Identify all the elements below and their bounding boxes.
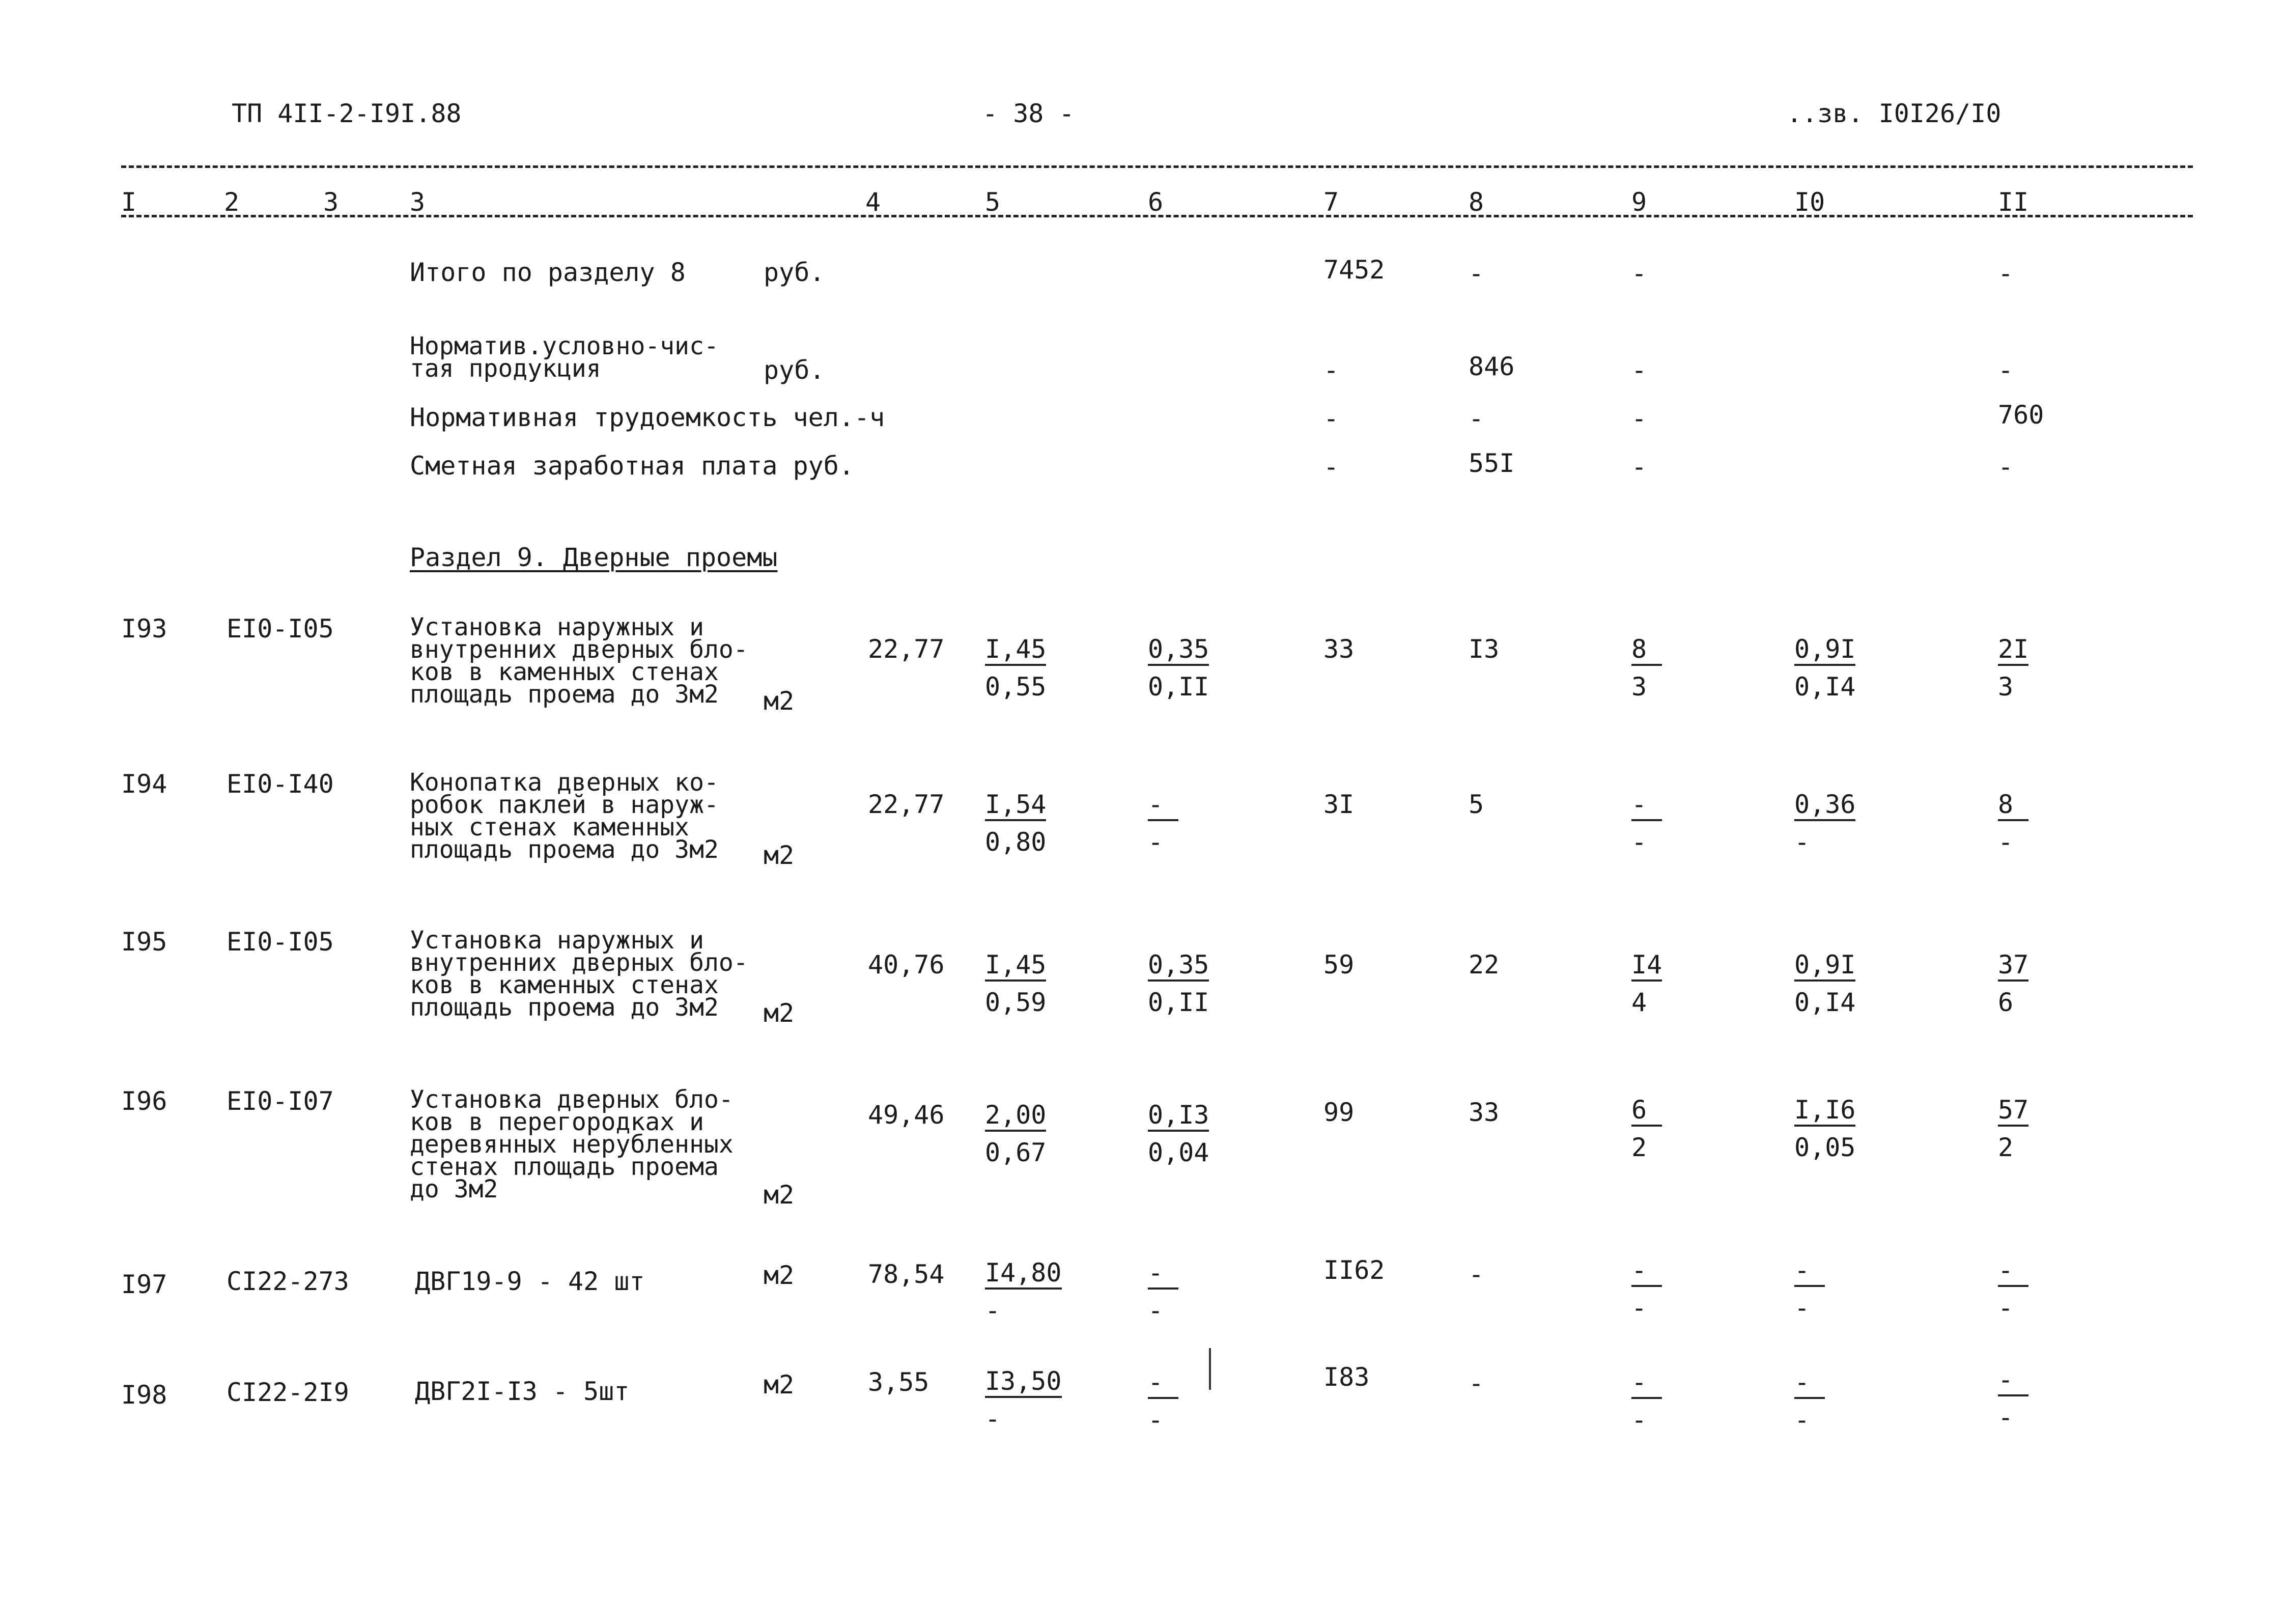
album-number: ..зв. I0I26/I0 [1787, 99, 2001, 128]
column-number: 7 [1323, 187, 1339, 217]
summary-unit: руб. [764, 258, 825, 287]
summary-col9: - [1631, 404, 1647, 433]
margin-mark [1209, 1348, 1211, 1390]
summary-col8: - [1469, 404, 1484, 433]
row-number: I96 [121, 1086, 167, 1116]
row-code: EI0-I05 [227, 614, 334, 643]
row-col6: - - [1148, 1369, 1178, 1433]
row-col8: - [1469, 1259, 1484, 1289]
column-number: 8 [1469, 187, 1484, 217]
row-col11: - - [1998, 1257, 2028, 1321]
summary-col8: 55I [1469, 449, 1515, 478]
summary-col11: - [1998, 355, 2014, 385]
row-col9: $\frac{I4}{4}$ [1631, 950, 1662, 1017]
section-title: Раздел 9. Дверные проемы [410, 543, 778, 572]
column-number: 3 [323, 187, 339, 217]
summary-col7: - [1323, 452, 1339, 482]
summary-col11: - [1998, 259, 2014, 288]
row-unit: м2 [764, 998, 795, 1028]
row-code: CI22-273 [227, 1267, 349, 1296]
row-col10: 0,36 - [1794, 790, 1856, 857]
row-description: Установка дверных бло- ков в перегородках и деревянных нерубленных стенах площадь проема до 3м2 [410, 1085, 734, 1203]
row-unit: м2 [764, 1180, 795, 1210]
summary-label: Сметная заработная плата руб. [410, 451, 854, 481]
row-col8: 22 [1469, 950, 1500, 979]
row-col9: - - [1631, 1369, 1662, 1433]
row-description: Конопатка дверных ко- робок паклей в наруж- ных стенах каменных площадь проема до 3м2 [410, 768, 719, 864]
summary-col9: - [1631, 452, 1647, 482]
column-number: 6 [1148, 187, 1164, 217]
row-number: I98 [121, 1380, 167, 1410]
page-number: - 38 - [982, 99, 1075, 128]
row-col6: $\frac{0,I3}{0,04}$ [1148, 1100, 1209, 1167]
summary-label: Итого по разделу 8 [410, 258, 686, 287]
row-col7: 59 [1323, 950, 1355, 979]
row-col7: I83 [1323, 1362, 1370, 1392]
row-col8: 5 [1469, 790, 1484, 819]
document-code: ТП 4II-2-I9I.88 [232, 99, 462, 128]
row-col11: $\frac{57}{2}$ [1998, 1095, 2029, 1162]
row-col8: 33 [1469, 1098, 1500, 1127]
row-col11: 8 - [1998, 792, 2028, 855]
row-code: EI0-I40 [227, 769, 334, 799]
row-col8: - [1469, 1368, 1484, 1398]
row-col6: $\frac{0,35}{0,II}$ [1148, 634, 1209, 702]
row-unit: м2 [764, 841, 795, 870]
row-description: Установка наружных и внутренних дверных бло- ков в каменных стенах площадь проема до 3м2 [410, 926, 748, 1022]
row-quantity: 40,76 [868, 950, 945, 979]
row-col9: $\frac{6}{2}$ [1631, 1097, 1662, 1160]
summary-col7: - [1323, 355, 1339, 385]
summary-col11: 760 [1998, 400, 2044, 430]
row-code: EI0-I05 [227, 927, 334, 957]
summary-col7: 7452 [1323, 255, 1385, 285]
row-unit: м2 [764, 1370, 795, 1399]
row-quantity: 78,54 [868, 1259, 945, 1289]
row-col7: II62 [1323, 1255, 1385, 1285]
row-code: CI22-2I9 [227, 1378, 349, 1407]
row-col5: I4,80 - [985, 1258, 1062, 1325]
header-rule-top [121, 165, 2193, 168]
column-number: 9 [1631, 187, 1647, 217]
column-number: I [121, 187, 137, 217]
row-col11: - - [1998, 1367, 2028, 1430]
column-number: 4 [865, 187, 881, 217]
summary-col11: - [1998, 452, 2014, 482]
row-col9: - - [1631, 792, 1662, 855]
row-col6: - - [1148, 792, 1178, 855]
summary-label: Нормативная трудоемкость чел.-ч [410, 403, 885, 432]
summary-label: Норматив.условно-чис- тая продукция [410, 332, 719, 383]
row-unit: м2 [764, 1261, 795, 1290]
row-unit: м2 [764, 686, 795, 716]
row-col5: $\frac{I,54}{0,80}$ [985, 790, 1047, 857]
row-quantity: 22,77 [868, 634, 945, 664]
column-number: 3 [410, 187, 426, 217]
row-col10: $\frac{0,9I}{0,I4}$ [1794, 634, 1856, 702]
row-number: I95 [121, 927, 167, 957]
row-col11: $\frac{2I}{3}$ [1998, 634, 2029, 702]
row-col11: $\frac{37}{6}$ [1998, 950, 2029, 1017]
row-quantity: 49,46 [868, 1100, 945, 1130]
summary-col9: - [1631, 259, 1647, 288]
row-col7: 33 [1323, 634, 1355, 664]
row-col5: $\frac{I,45}{0,55}$ [985, 634, 1047, 702]
row-description: ДВГ19-9 - 42 шт [415, 1267, 645, 1296]
row-number: I94 [121, 769, 167, 799]
row-col10: $\frac{0,9I}{0,I4}$ [1794, 950, 1856, 1017]
column-number: I0 [1794, 187, 1825, 217]
row-col5: $\frac{2,00}{0,67}$ [985, 1100, 1047, 1167]
summary-unit: руб. [764, 355, 825, 385]
row-col6: - - [1148, 1260, 1178, 1323]
row-col10: - - [1794, 1369, 1825, 1433]
summary-col8: 846 [1469, 352, 1515, 381]
row-col5: I3,50 - [985, 1366, 1062, 1434]
column-number: 2 [224, 187, 240, 217]
row-col9: - - [1631, 1257, 1662, 1321]
row-quantity: 3,55 [868, 1367, 929, 1397]
row-number: I97 [121, 1270, 167, 1299]
row-number: I93 [121, 614, 167, 643]
row-col7: 3I [1323, 790, 1355, 819]
row-col7: 99 [1323, 1098, 1355, 1127]
row-description: Установка наружных и внутренних дверных бло- ков в каменных стенах площадь проема до 3м2 [410, 613, 748, 709]
row-col10: $\frac{I,I6}{0,05}$ [1794, 1095, 1856, 1162]
summary-col7: - [1323, 404, 1339, 433]
column-number: II [1998, 187, 2029, 217]
row-col8: I3 [1469, 634, 1500, 664]
row-col6: $\frac{0,35}{0,II}$ [1148, 950, 1209, 1017]
column-number: 5 [985, 187, 1001, 217]
row-quantity: 22,77 [868, 790, 945, 819]
row-col10: - - [1794, 1257, 1825, 1321]
row-col9: $\frac{8}{3}$ [1631, 636, 1662, 699]
summary-col9: - [1631, 355, 1647, 385]
row-description: ДВГ2I-I3 - 5шт [415, 1377, 630, 1406]
row-code: EI0-I07 [227, 1086, 334, 1116]
row-col5: $\frac{I,45}{0,59}$ [985, 950, 1047, 1017]
summary-col8: - [1469, 259, 1484, 288]
